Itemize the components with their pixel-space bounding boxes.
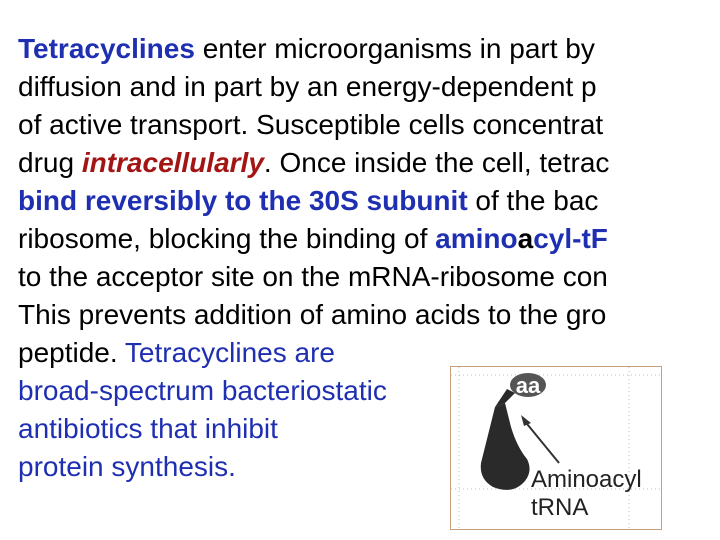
text-segment: . Once inside the cell, tetrac	[263, 147, 610, 178]
term-cyl-trna: cyl-tF	[533, 223, 608, 254]
trna-illustration	[451, 367, 662, 530]
aa-badge-text: aa	[515, 373, 541, 398]
text-line-7: to the acceptor site on the mRNA-ribosome con	[18, 261, 608, 292]
text-line-1	[18, 32, 595, 66]
pointer-arrow-line	[523, 419, 559, 463]
arrowhead-icon	[521, 415, 531, 426]
term-30s-binding: bind reversibly to the 30S subunit	[18, 185, 468, 216]
text-segment: of the bac	[467, 185, 599, 216]
text-line-11: antibiotics that inhibit	[18, 413, 278, 444]
text-line-2: diffusion and in part by an energy-dependent p	[18, 71, 597, 102]
term-a: a	[517, 223, 534, 254]
text-line-5	[18, 184, 598, 218]
text-segment: ribosome, blocking the binding of	[18, 223, 436, 254]
term-amino: amino	[435, 223, 518, 254]
text-line-3: of active transport. Susceptible cells concentrat	[18, 109, 604, 140]
text-line-12: protein synthesis.	[18, 451, 236, 482]
figure-label-line-2: tRNA	[531, 494, 589, 521]
text-line-10: broad-spectrum bacteriostatic	[18, 375, 387, 406]
text-line-9	[18, 336, 335, 370]
text-segment: enter microorganisms in part by	[194, 33, 595, 64]
text-line-8: This prevents addition of amino acids to the gro	[18, 299, 607, 330]
text-line-4	[18, 146, 609, 180]
term-tetracyclines: Tetracyclines	[18, 33, 195, 64]
text-line-6	[18, 222, 608, 256]
aminoacyl-trna-figure	[450, 366, 662, 530]
text-segment: peptide.	[18, 337, 125, 368]
text-segment: drug	[18, 147, 82, 178]
figure-label-line-1: Aminoacyl	[531, 466, 642, 493]
term-intracellularly: intracellularly	[81, 147, 264, 178]
summary-start: Tetracyclines are	[124, 337, 336, 368]
